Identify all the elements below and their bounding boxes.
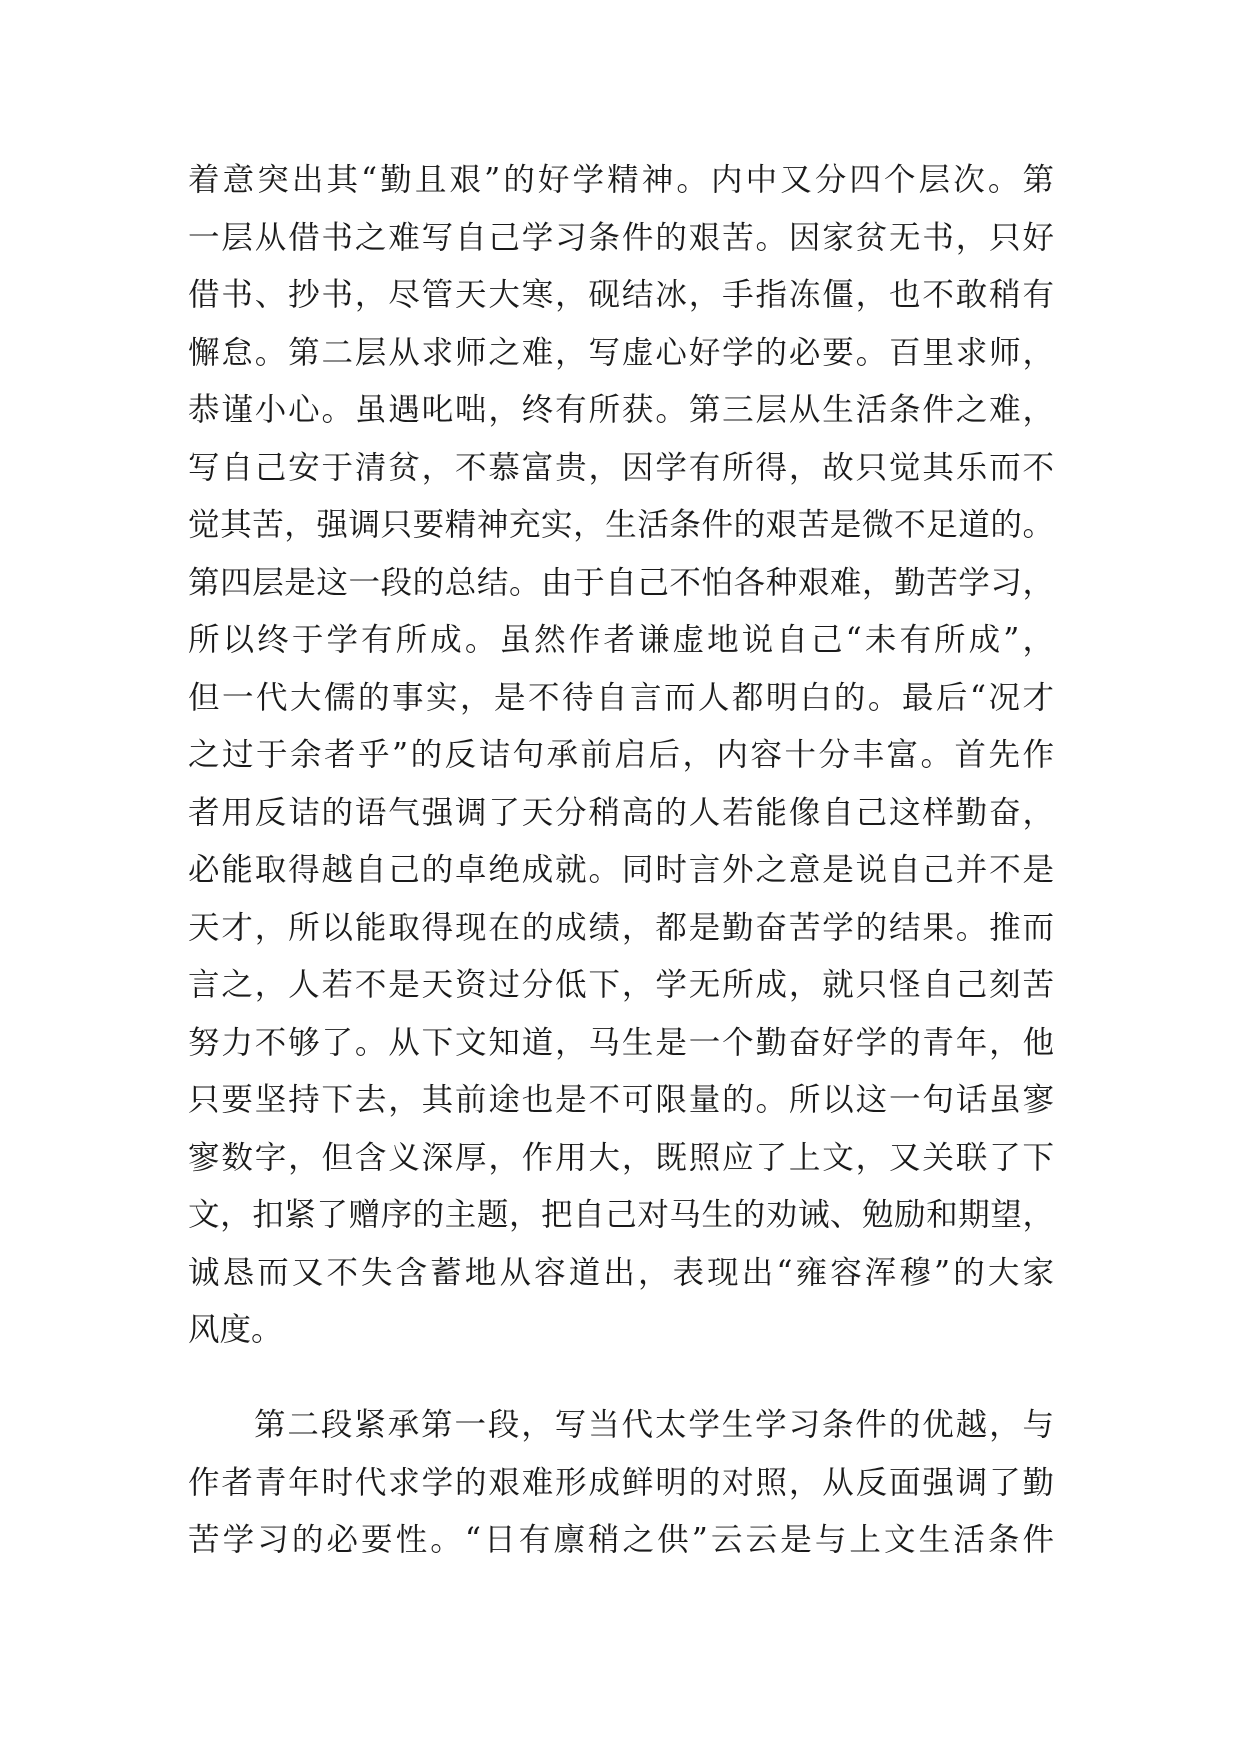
text-line: 懈怠。第二层从求师之难，写虚心好学的必要。百里求师， bbox=[188, 334, 1054, 371]
text-line: 之过于余者乎”的反诘句承前启后，内容十分丰富。首先作 bbox=[188, 737, 1054, 773]
text-line: 必能取得越自己的卓绝成就。同时言外之意是说自己并不是 bbox=[188, 852, 1054, 888]
text-line: 努力不够了。从下文知道，马生是一个勤奋好学的青年，他 bbox=[188, 1024, 1054, 1061]
text-line: 一层从借书之难写自己学习条件的艰苦。因家贫无书，只好 bbox=[188, 219, 1054, 256]
text-line: 但一代大儒的事实，是不待自言而人都明白的。最后“况才 bbox=[188, 679, 1054, 716]
text-line: 第四层是这一段的总结。由于自己不怕各种艰难，勤苦学习， bbox=[188, 564, 1054, 601]
text-line: 诚恳而又不失含蓄地从容道出，表现出“雍容浑穆”的大家 bbox=[188, 1254, 1054, 1291]
text-line: 写自己安于清贫，不慕富贵，因学有所得，故只觉其乐而不 bbox=[188, 449, 1054, 486]
text-line: 文，扣紧了赠序的主题，把自己对马生的劝诫、勉励和期望， bbox=[188, 1197, 1054, 1233]
text-line: 天才，所以能取得现在的成绩，都是勤奋苦学的结果。推而 bbox=[188, 909, 1054, 946]
paragraph-2 bbox=[188, 1397, 1054, 1570]
text-line: 风度。 bbox=[188, 1312, 283, 1348]
text-line: 只要坚持下去，其前途也是不可限量的。所以这一句话虽寥 bbox=[188, 1082, 1054, 1118]
text-line: 寥数字，但含义深厚，作用大，既照应了上文，又关联了下 bbox=[188, 1139, 1054, 1176]
text-line: 者用反诘的语气强调了天分稍高的人若能像自己这样勤奋， bbox=[188, 794, 1054, 831]
text-line: 恭谨小心。虽遇叱咄，终有所获。第三层从生活条件之难， bbox=[188, 392, 1054, 428]
text-line: 第二段紧承第一段，写当代太学生学习条件的优越，与 bbox=[254, 1407, 1054, 1443]
text-line: 着意突出其“勤且艰”的好学精神。内中又分四个层次。第 bbox=[188, 162, 1054, 198]
text-line: 所以终于学有所成。虽然作者谦虚地说自己“未有所成”， bbox=[188, 622, 1054, 658]
paragraph-1 bbox=[188, 152, 1054, 1360]
text-line: 苦学习的必要性。“日有廪稍之供”云云是与上文生活条件 bbox=[188, 1522, 1054, 1558]
text-line: 借书、抄书，尽管天大寒，砚结冰，手指冻僵，也不敢稍有 bbox=[188, 277, 1054, 313]
text-line: 作者青年时代求学的艰难形成鲜明的对照，从反面强调了勤 bbox=[188, 1464, 1054, 1501]
text-line: 觉其苦，强调只要精神充实，生活条件的艰苦是微不足道的。 bbox=[188, 507, 1054, 543]
text-line: 言之，人若不是天资过分低下，学无所成，就只怪自己刻苦 bbox=[188, 967, 1054, 1003]
